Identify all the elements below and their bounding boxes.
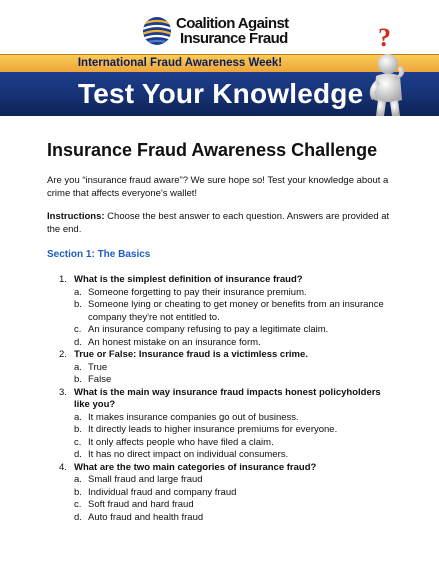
globe-logo-icon <box>142 16 172 46</box>
option-text: Soft fraud and hard fraud <box>88 499 194 510</box>
answer-option <box>74 424 399 437</box>
question-3 <box>47 387 399 462</box>
question-2 <box>47 349 399 387</box>
option-letter: a. <box>74 286 82 298</box>
option-text: Someone forgetting to pay their insurance premium. <box>88 286 307 298</box>
question-list <box>47 274 399 524</box>
answer-option <box>74 474 399 487</box>
option-text: Auto fraud and health fraud <box>88 511 204 523</box>
question-mark: ? <box>378 24 391 52</box>
option-list <box>74 362 399 387</box>
instructions-paragraph <box>47 210 399 236</box>
option-list <box>74 287 399 350</box>
option-list <box>74 474 399 524</box>
option-letter: b. <box>74 486 82 498</box>
option-letter: d. <box>74 449 82 460</box>
option-letter: b. <box>74 299 82 310</box>
option-text: An insurance company refusing to pay a legitimate claim. <box>88 324 329 335</box>
option-text: Small fraud and large fraud <box>88 474 203 485</box>
question-text: What is the simplest definition of insurance fraud? <box>74 274 303 285</box>
answer-option <box>74 487 399 500</box>
page-title: Insurance Fraud Awareness Challenge <box>47 140 378 160</box>
question-text: What are the two main categories of insurance fraud? <box>74 461 317 473</box>
question-text: True or False: Insurance fraud is a victimless crime. <box>74 349 308 360</box>
answer-option <box>74 512 399 525</box>
option-text: True <box>88 361 108 373</box>
option-letter: d. <box>74 336 82 348</box>
answer-option <box>74 449 399 462</box>
instructions-label: Instructions: <box>47 211 105 222</box>
option-letter: c. <box>74 499 82 510</box>
answer-option <box>74 412 399 425</box>
answer-option <box>74 287 399 300</box>
option-letter: c. <box>74 324 82 335</box>
option-text: False <box>88 374 112 385</box>
answer-option <box>74 374 399 387</box>
awareness-week-text: International Fraud Awareness Week! <box>77 57 283 69</box>
question-1 <box>47 274 399 349</box>
header-banner <box>0 0 439 118</box>
answer-option <box>74 362 399 375</box>
option-text: It only affects people who have filed a claim. <box>88 436 274 448</box>
logo-line-1: Coalition Against <box>176 15 289 32</box>
answer-option <box>74 499 399 512</box>
question-number: 3. <box>59 386 67 398</box>
question-number: 4. <box>59 461 67 473</box>
answer-option <box>74 324 399 337</box>
option-text: Someone lying or cheating to get money or benefits from an insurance company they're not entitled to. <box>88 299 384 323</box>
intro-paragraph: Are you “insurance fraud aware”? We sure hope so! Test your knowledge about a crime that affects everyone's wallet! <box>47 175 389 199</box>
document-body <box>47 138 399 524</box>
option-text: It has no direct impact on individual consumers. <box>88 449 289 460</box>
thinking-figure-icon <box>358 24 424 118</box>
coalition-logo <box>142 14 292 50</box>
option-letter: b. <box>74 374 82 385</box>
answer-option <box>74 337 399 350</box>
section-1-heading: Section 1: The Basics <box>47 249 151 260</box>
question-number: 1. <box>59 274 67 285</box>
question-number: 2. <box>59 349 67 360</box>
option-letter: a. <box>74 474 82 485</box>
logo-wordmark <box>176 16 289 46</box>
option-letter: c. <box>74 436 82 448</box>
test-knowledge-title: Test Your Knowledge <box>78 78 364 109</box>
option-letter: a. <box>74 411 82 423</box>
question-text: What is the main way insurance fraud impacts honest policyholders like you? <box>74 386 381 410</box>
option-text: It directly leads to higher insurance premiums for everyone. <box>88 424 338 435</box>
instructions-text: Choose the best answer to each question. Answers are provided at the end. <box>47 211 390 235</box>
question-4 <box>47 462 399 525</box>
option-letter: d. <box>74 511 82 523</box>
option-list <box>74 412 399 462</box>
answer-option <box>74 437 399 450</box>
logo-line-2: Insurance Fraud <box>180 30 288 47</box>
option-text: It makes insurance companies go out of business. <box>88 411 299 423</box>
option-text: An honest mistake on an insurance form. <box>88 336 261 348</box>
answer-option <box>74 299 399 324</box>
option-text: Individual fraud and company fraud <box>88 486 237 498</box>
option-letter: a. <box>74 361 82 373</box>
option-letter: b. <box>74 424 82 435</box>
